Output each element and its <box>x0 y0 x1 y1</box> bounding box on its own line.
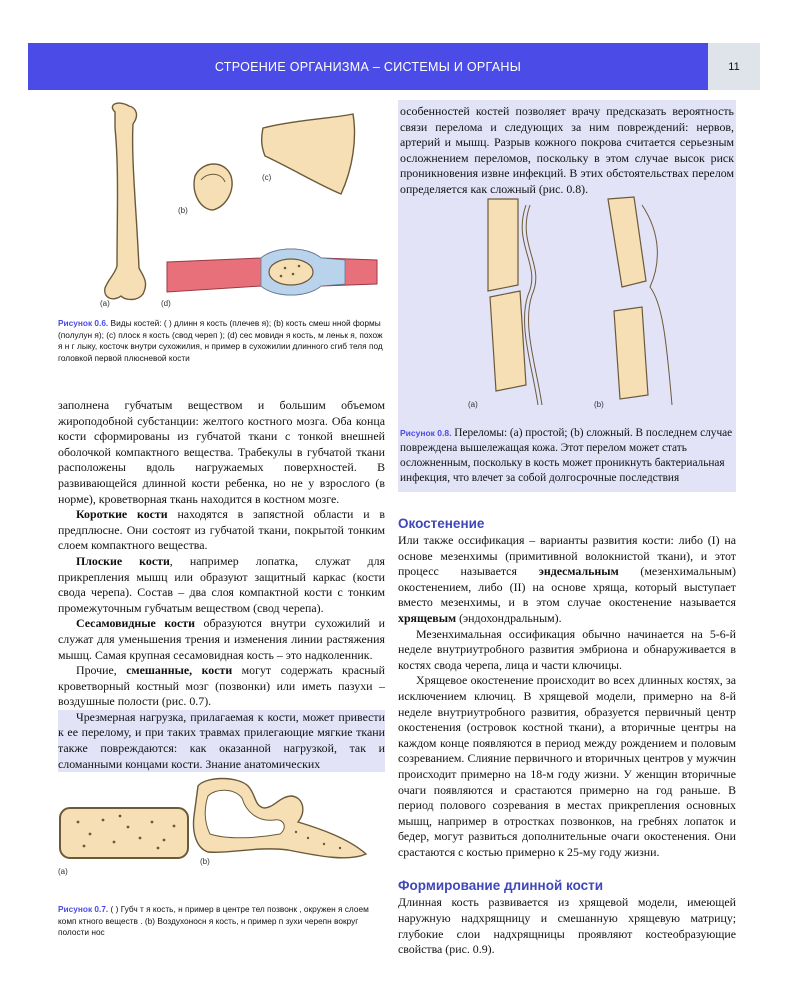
term-sesamoid: Сесамовидные кости <box>76 616 195 631</box>
paragraph-fracture-complications: особенностей костей позволяет врачу предсказать вероятность связи перелома и следующих за ним повреждений: нервов, артерий и мышц. Разрыв кожного покрова считается серьезным осложнением переломов, поскольку в этом случае высок риск проникновения извне инфекций. В этих обстоятельствах перелом определяется как сложный (рис. 0.8). <box>400 104 734 196</box>
term-mixed-bones: смешанные, кости <box>126 663 233 678</box>
fig08-caption-text: Переломы: (a) простой; (b) сложный. В последнем случае повреждена вышележащая кожа. Этот перелом может стать осложненным, поскольку в кость может проникнуть бактериальная инфекция, что влечет за собой долгосрочные последствия <box>400 427 733 484</box>
fig07-label-b: (b) <box>200 857 210 866</box>
left-column <box>58 398 385 772</box>
figure-0-6-bones <box>85 98 385 316</box>
term-endesmal: эндесмальным <box>538 564 619 579</box>
header-title: СТРОЕНИЕ ОРГАНИЗМА – СИСТЕМЫ И ОРГАНЫ <box>214 59 522 74</box>
lunate-drawing <box>194 164 232 210</box>
short-bones-text: находятся в запястной области и в предплюсне. Они состоят из губчатой ткани, покрытой тонким слоем компактного вещества. <box>58 507 385 553</box>
figure-0-8-fractures <box>438 195 698 425</box>
fig06-caption-text: Виды костей: ( ) длинн я кость (плечев я); (b) кость смеш нной формы (полулун я); (c) плоск я кость (свод череп ); (d) сес мовидн я кость, м леньк я, похож я н г лыку, косточк внутри сухожилия, н пример в сухожилии длинного сгиб теля под головкой первой плюсневой кости <box>58 318 383 363</box>
term-short-bones: Короткие кости <box>76 507 168 522</box>
fig08-label-b: (b) <box>594 400 604 409</box>
fig06-label-a: (a) <box>100 299 110 308</box>
sesamoid-text: образуются внутри сухожилий и служат для уменьшения трения и изменения линии растяжения мышц. Самая крупная сесамовидная кость – это надколенник. <box>58 616 385 662</box>
term-flat-bones: Плоские кости <box>76 553 170 568</box>
heading-long-bone: Формирование длинной кости <box>398 878 604 894</box>
flat-bones-text: , например лопатка, служат для прикрепления мышц или образуют защитный каркас (кости свода черепа). Состав – два слоя компактной кости с тонким промежуточным губчатым веществом (свод черепа). <box>58 553 385 615</box>
paragraph-fracture-load: Чрезмерная нагрузка, прилагаемая к кости, может привести к ее перелому, и при таких травмах прилегающие мягкие ткани также повреждаются: как оказанной нагрузкой, так и сломанными концами кости. Знание анатомических <box>58 709 385 771</box>
page-number: 11 <box>708 43 760 90</box>
paragraph-sesamoid <box>58 616 385 663</box>
fig07-caption-label: Рисунок 0.7. <box>58 904 109 914</box>
compound-fracture-bone <box>608 197 648 399</box>
fracture-highlight-block <box>398 100 736 492</box>
paragraph-ossification-types <box>398 533 736 627</box>
figure-0-7-caption <box>58 904 385 939</box>
simple-fracture-bone <box>488 199 526 391</box>
paragraph-spongy: заполнена губчатым веществом и большим объемом жироподобной субстанции: желтого костного мозга. Оба конца кости сформированы из губчатой ткани с тонкой внешней оболочкой компактного вещества. Трабекулы в губчатой ткани расположены вдоль нагружаемых поверхностей. В развивающейся длинной кости ребенка, но не у взрослого (в норме), кроветворная ткань находится в костном мозге. <box>58 398 385 506</box>
fig06-label-c: (c) <box>262 173 272 182</box>
fig07-label-a: (a) <box>58 867 68 876</box>
paragraph-flat-bones <box>58 554 385 616</box>
oss-text-a: Или также оссификация – варианты развития кости: либо (I) на основе мезенхимы (примитивной волокнистой ткани), и этот процесс называется <box>398 533 736 579</box>
fig06-label-b: (b) <box>178 206 188 215</box>
term-cartilaginous: хрящевым <box>398 610 457 625</box>
mixed-pre: Прочие, <box>76 663 127 678</box>
skull-bone-drawing <box>262 114 355 194</box>
humerus-drawing <box>105 103 146 299</box>
mixed-text: могут содержать красный кроветворный костный мозг (позвонки) или иметь пазухи – воздушные полости (рис. 0.7). <box>58 663 385 709</box>
paragraph-long-bone: Длинная кость развивается из хрящевой модели, имеющей наружную надхрящницу и смешанную хрящевую матрицу; глубокие слои надхрящницы проявляют костеобразующие свойства (рис. 0.9). <box>398 895 736 957</box>
fig08-caption-label: Рисунок 0.8. <box>400 428 452 438</box>
oss-text-d: (эндохондральным). <box>456 610 562 625</box>
fig07-caption-text: ( ) Губч т я кость, н пример в центре тел позвонк , окружен я слоем комп ктного веществ . (b) Воздухоносн я кость, н пример п зухи черепн вокруг полости нос <box>58 904 369 937</box>
fig06-caption-label: Рисунок 0.6. <box>58 318 109 328</box>
fig08-label-a: (a) <box>468 400 478 409</box>
figure-0-6-caption <box>58 318 385 364</box>
heading-ossification: Окостенение <box>398 516 485 531</box>
paragraph-short-bones <box>58 507 385 554</box>
page-header <box>28 43 708 90</box>
fig06-label-d: (d) <box>161 299 171 308</box>
vertebra-spongy-drawing <box>60 808 188 858</box>
paragraph-mesenchymal: Мезенхимальная оссификация обычно начинается на 5-6-й неделе внутриутробного развития эмбриона и обнаруживается в костях свода черепа, лица и части ключицы. <box>398 626 736 672</box>
paragraph-mixed-bones <box>58 663 385 710</box>
oss-text-c: (мезенхимальным) окостенением, либо (II) на основе хряща, который выступает вместо мезенхимы, и в этом случае окостенение называется <box>398 564 737 610</box>
paragraph-cartilage-ossification: Хрящевое окостенение происходит во всех длинных костях, за исключением ключиц. В хрящевой модели, примерно на 8-й неделе внутриутробного развития, образуется первичный центр окостенения (островок костной ткани), а вторичные центры на каждом конце появляются в период между рождением и половым созреванием. Слияние первичного и вторичных центров у мужчин происходит примерно на 18-м году жизни. У женщин вторичные очаги появляются и срастаются примерно на год раньше. В период полового созревания в местах прикрепления основных мышц, например в отростках позвонков, на гребнях лопаток и бедер, могут развиться дополнительные очаги окостенения. Они срастаются с костью примерно к 25-му году жизни. <box>398 673 736 859</box>
right-column <box>398 516 736 958</box>
figure-0-7-bones <box>48 772 378 880</box>
